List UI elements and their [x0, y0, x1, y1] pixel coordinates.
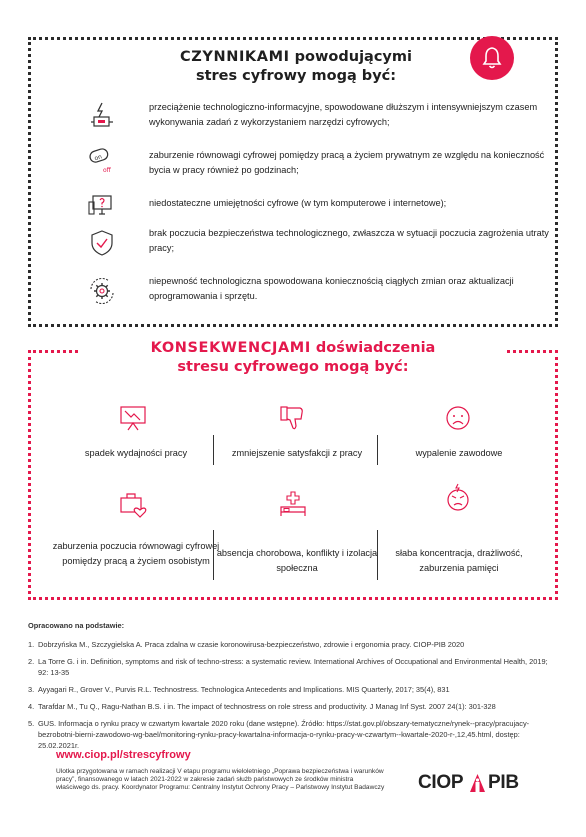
reference-text: Ayyagari R., Grover V., Purvis R.L. Technostress. Technologica Antecedents and Implications. MIS Quarterly, 2017; 35(4), 831: [38, 685, 450, 694]
reference-text: La Torre G. i in. Definition, symptoms and risk of techno-stress: a systematic review. International Archives of Occupational and Environmental Health, 2019; 92: 13-35: [38, 657, 548, 677]
cause-text: brak poczucia bezpieczeństwa technologicznego, zwłaszcza w sytuacji poczucia zagrożenia utraty pracy;: [149, 228, 549, 253]
causes-box: [28, 37, 558, 327]
reference-number: 2.: [28, 657, 35, 666]
consequences-title: [80, 339, 506, 377]
consequence-text: słaba koncentracja, drażliwość, zaburzenia pamięci: [395, 548, 523, 573]
sick-bed-icon: [278, 489, 308, 519]
briefcase-heart-icon: [118, 489, 148, 519]
reference-text: Tarafdar M., Tu Q., Ragu-Nathan B.S. i in. The impact of technostress on role stress and productivity. J Manag Inf Syst. 2007 24(1): 301-328: [38, 702, 496, 711]
cause-text: niedostateczne umiejętności cyfrowe (w tym komputerowe i internetowe);: [149, 198, 447, 208]
bell-icon: [481, 46, 503, 70]
cause-text: niepewność technologiczna spowodowana koniecznością ciągłych zmian oraz aktualizacji oprogramowania i sprzętu.: [149, 276, 514, 301]
causes-title: [59, 48, 533, 86]
consequence-text: absencja chorobowa, konflikty i izolacja społeczna: [216, 548, 378, 573]
consequence-text: zmniejszenie satysfakcji z pracy: [231, 448, 363, 458]
shield-check-icon: [87, 228, 117, 258]
logo-text-right: PIB: [488, 772, 519, 793]
on-off-switch-icon: [87, 146, 117, 176]
consequences-title-rest: doświadczenia: [310, 340, 436, 356]
overload-icon: [87, 100, 117, 130]
references-heading: Opracowano na podstawie:: [28, 621, 125, 630]
computer-help-icon: [87, 190, 117, 220]
cause-text: zaburzenie równowagi cyfrowej pomiędzy pracą a życiem prywatnym ze względu na konieczność bycia w pracy również po godzinach;: [149, 150, 545, 175]
reference-item: [28, 701, 558, 712]
reference-number: 1.: [28, 640, 35, 649]
reference-text: GUS. Informacja o rynku pracy w czwartym kwartale 2020 roku (dane wstępne). Źródło: https://stat.gov.pl/obszary-tematyczne/rynek--pracy/pracujacy-bezrobotni-bierni-zawodowo-wg-bael/monitoring-rynku-pracy-kwartalna-informacja-o-rynku-pracy-w-czwartym--kwartale-2020-r-,12,45.html, dostęp: 25.02.2021r.: [38, 719, 530, 750]
reference-item: [28, 656, 558, 678]
reference-item: [28, 684, 558, 695]
ciop-pib-logo: [418, 772, 530, 794]
switch-off-label: off: [103, 167, 111, 174]
alert-bell-badge: [470, 36, 514, 80]
reference-number: 5.: [28, 719, 35, 728]
thumbs-down-icon: [278, 403, 308, 433]
consequence-text: wypalenie zawodowe: [415, 448, 503, 458]
stressed-face-icon: [443, 483, 473, 513]
consequence-text: zaburzenia poczucia równowagi cyfrowej pomiędzy pracą a życiem osobistym: [52, 541, 220, 566]
reference-text: Dobrzyńska M., Szczygielska A. Praca zdalna w czasie koronowirusa-bezpieczeństwo, zdrowie i ergonomia pracy. CIOP-PIB 2020: [38, 640, 465, 649]
gear-refresh-icon: [87, 276, 117, 306]
campaign-link[interactable]: www.ciop.pl/strescyfrowy: [56, 749, 191, 761]
consequences-title-line2: stresu cyfrowego mogą być:: [177, 359, 409, 375]
declining-chart-icon: [118, 403, 148, 433]
reference-number: 3.: [28, 685, 35, 694]
consequences-title-strong: KONSEKWENCJAMI: [150, 340, 311, 356]
funding-note: Ulotka przygotowana w ramach realizacji V etapu programu wieloletniego „Poprawa bezpieczeństwa i warunków pracy”, finansowanego w latach 2021-2022 w zakresie zadań służb państwowych ze środków ministra właściwego ds. pracy. Koordynator Programu: Centralny Instytut Ochrony Pracy – Państwowy Instytut Badawczy: [56, 768, 385, 791]
references: [28, 620, 558, 757]
causes-title-rest: powodującymi: [289, 49, 412, 65]
reference-number: 4.: [28, 702, 35, 711]
cause-text: przeciążenie technologiczno-informacyjne, spowodowane dłuższym i intensywniejszym czasem wykonywania zadań z wykorzystaniem narzędzi cyfrowych;: [149, 102, 538, 127]
reference-item: [28, 718, 558, 751]
sad-face-icon: [443, 403, 473, 433]
causes-title-line2: stres cyfrowy mogą być:: [195, 68, 397, 84]
reference-item: [28, 639, 558, 650]
references-list: [28, 639, 558, 751]
logo-mark-icon: [469, 773, 486, 793]
causes-title-strong: CZYNNIKAMI: [180, 49, 290, 65]
switch-on-label: on: [93, 153, 103, 163]
consequence-text: spadek wydajności pracy: [84, 448, 188, 458]
logo-text-left: CIOP: [418, 772, 464, 793]
